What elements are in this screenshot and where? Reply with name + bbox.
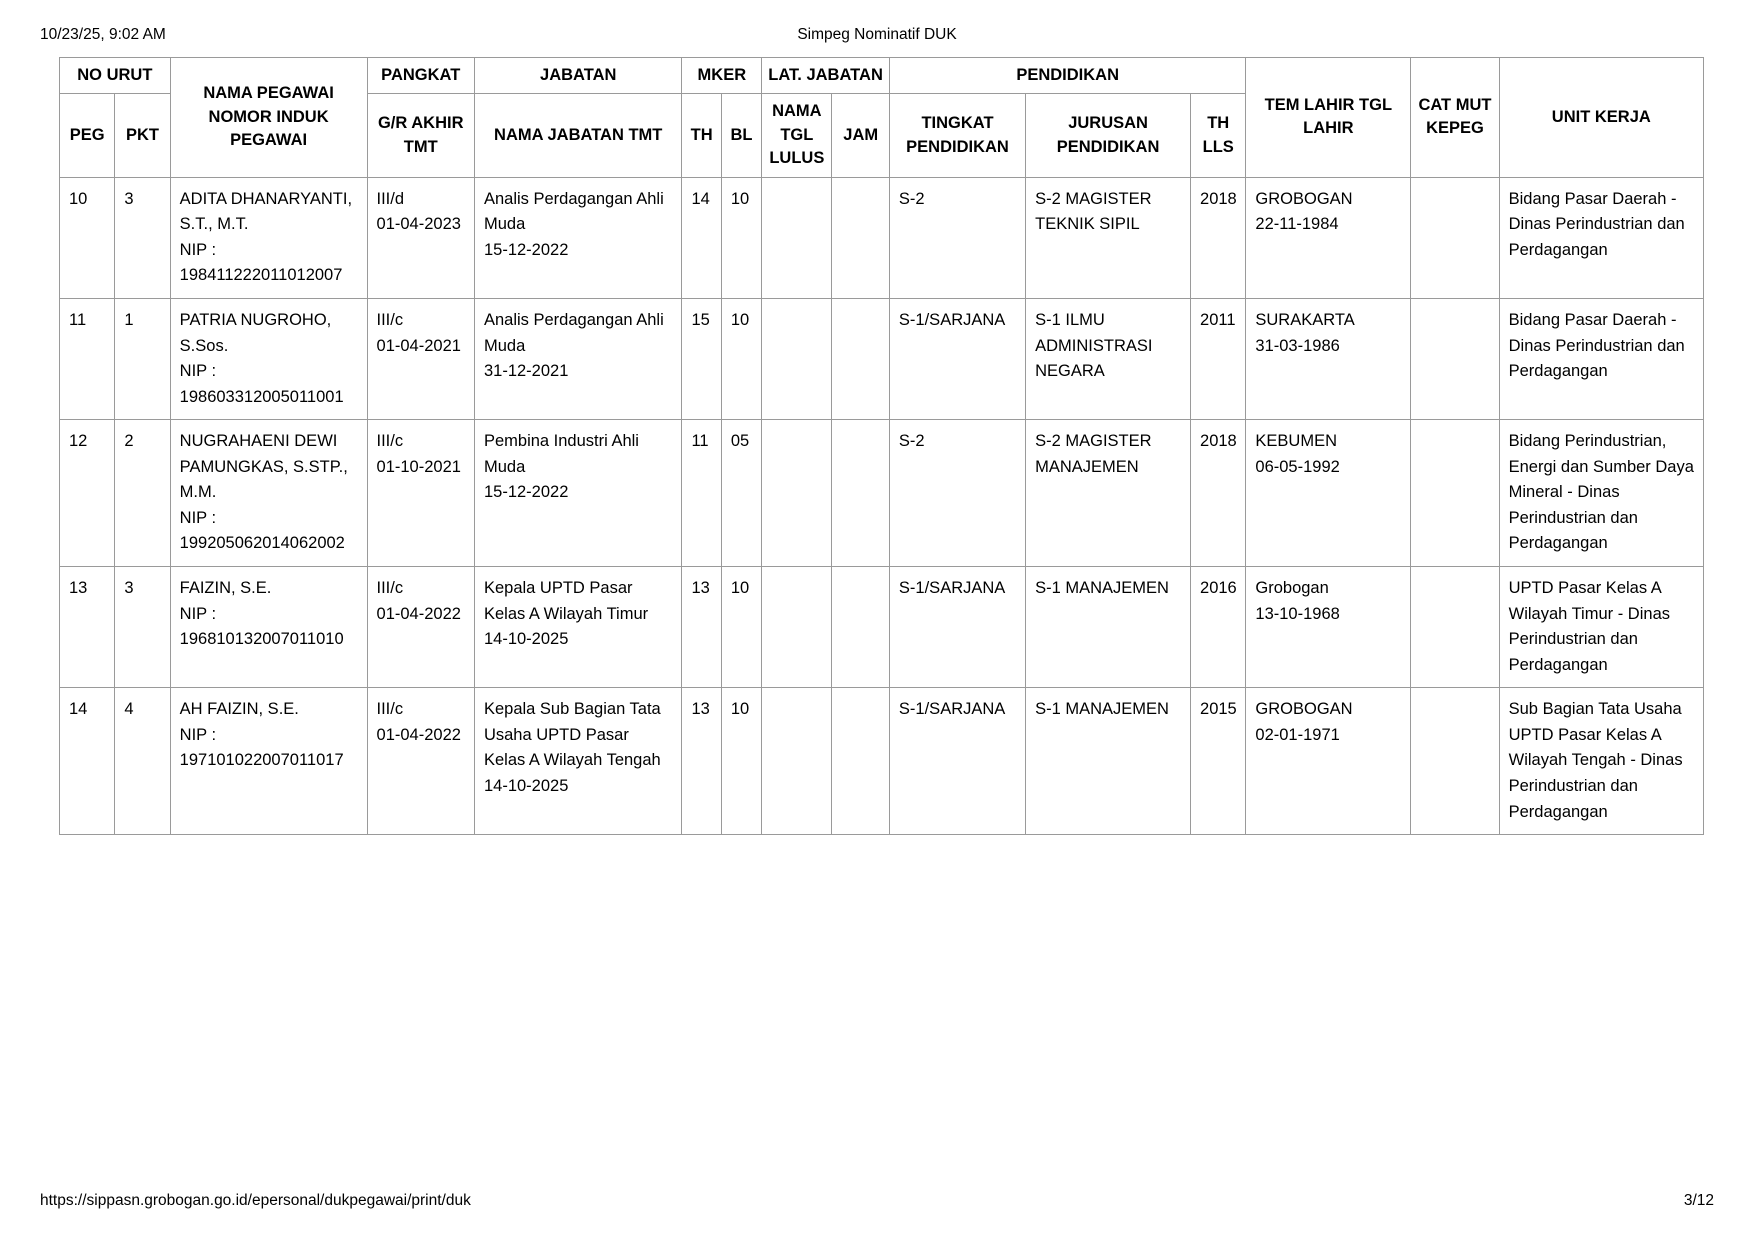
header-pangkat: PANGKAT xyxy=(367,58,474,94)
cell-nama-pegawai-line3: 197101022007011017 xyxy=(179,751,344,770)
cell-jurusan-pendidikan xyxy=(1026,420,1191,567)
cell-nama-pegawai-line1: PATRIA NUGROHO, S.Sos. xyxy=(179,310,332,355)
cell-pkt xyxy=(115,420,170,567)
cell-pangkat-line1: III/c xyxy=(376,579,404,597)
cell-tingkat-pendidikan-line1: S-1/SARJANA xyxy=(898,310,1006,329)
print-timestamp: 10/23/25, 9:02 AM xyxy=(40,26,166,43)
cell-tem-lahir-tgl-lahir-line2: 22-11-1984 xyxy=(1255,215,1339,234)
cell-tem-lahir-tgl-lahir xyxy=(1246,298,1411,419)
cell-pkt xyxy=(115,177,170,298)
cell-nama-pegawai-line3: 198411222011012007 xyxy=(179,266,343,285)
cell-unit-kerja-line1: Bidang Pasar Daerah - Dinas Perindustrian dan Perdagangan xyxy=(1508,189,1685,259)
cell-th-lls-line1: 2016 xyxy=(1200,579,1237,597)
page-header xyxy=(0,26,1754,48)
header-jurusan-pendidikan: JURUSAN PENDIDIKAN xyxy=(1026,94,1191,177)
cell-mker-th-line1: 14 xyxy=(691,189,710,208)
cell-mker-bl xyxy=(721,420,761,567)
cell-pangkat xyxy=(367,420,474,567)
header-nama-tgl-lulus: NAMA TGL LULUS xyxy=(762,94,832,177)
cell-lat-jam xyxy=(832,420,889,567)
cell-mker-th-line1: 11 xyxy=(691,432,709,451)
cell-tem-lahir-tgl-lahir xyxy=(1246,177,1411,298)
cell-cat-mut-kepeg xyxy=(1411,567,1499,688)
cell-unit-kerja xyxy=(1499,567,1703,688)
cell-th-lls-line1: 2015 xyxy=(1200,700,1237,719)
table-row xyxy=(60,420,1704,567)
cell-lat-jam xyxy=(832,567,889,688)
cell-pkt xyxy=(115,567,170,688)
cell-tem-lahir-tgl-lahir xyxy=(1246,688,1411,835)
header-jam: JAM xyxy=(832,94,889,177)
document-title: Simpeg Nominatif DUK xyxy=(797,26,957,43)
cell-jabatan-line2: 15-12-2022 xyxy=(483,240,569,259)
cell-jabatan-line1: Analis Perdagangan Ahli Muda xyxy=(483,189,664,234)
cell-unit-kerja-line1: Sub Bagian Tata Usaha UPTD Pasar Kelas A Wilayah Tengah - Dinas Perindustrian dan Perdagangan xyxy=(1508,700,1683,821)
cell-peg-line1: 11 xyxy=(69,310,87,329)
cell-mker-th-line1: 13 xyxy=(691,579,710,597)
cell-pangkat xyxy=(367,177,474,298)
cell-th-lls-line1: 2011 xyxy=(1200,310,1236,329)
cell-lat-nama-tgl-lulus xyxy=(762,420,832,567)
cell-peg-line1: 10 xyxy=(69,189,88,208)
cell-pkt-line1: 4 xyxy=(124,700,134,719)
header-tem-lahir-tgl-lahir: TEM LAHIR TGL LAHIR xyxy=(1246,58,1411,178)
cell-mker-th xyxy=(682,688,721,835)
table-row xyxy=(60,177,1704,298)
cell-tingkat-pendidikan-line1: S-1/SARJANA xyxy=(898,700,1006,719)
cell-cat-mut-kepeg xyxy=(1411,298,1499,419)
header-th-lls: TH LLS xyxy=(1191,94,1246,177)
cell-tingkat-pendidikan-line1: S-2 xyxy=(898,189,925,208)
table-row xyxy=(60,567,1704,688)
cell-tem-lahir-tgl-lahir-line1: SURAKARTA xyxy=(1255,310,1355,329)
cell-jabatan xyxy=(474,177,681,298)
cell-th-lls xyxy=(1191,567,1246,688)
cell-pangkat xyxy=(367,298,474,419)
cell-pangkat-line2: 01-04-2023 xyxy=(376,215,461,234)
header-unit-kerja: UNIT KERJA xyxy=(1499,58,1703,178)
header-no-urut: NO URUT xyxy=(60,58,171,94)
cell-tingkat-pendidikan-line1: S-1/SARJANA xyxy=(898,579,1006,597)
cell-mker-th xyxy=(682,567,721,688)
cell-lat-nama-tgl-lulus xyxy=(762,567,832,688)
cell-jabatan-line2: 14-10-2025 xyxy=(483,630,569,649)
cell-pangkat-line2: 01-10-2021 xyxy=(376,457,461,476)
header-nama-pegawai xyxy=(170,58,367,178)
cell-nama-pegawai-line1: FAIZIN, S.E. xyxy=(179,579,272,597)
cell-pangkat-line2: 01-04-2022 xyxy=(376,725,461,744)
cell-mker-bl-line1: 10 xyxy=(730,579,750,597)
cell-pkt xyxy=(115,688,170,835)
cell-nama-pegawai-line1: NUGRAHAENI DEWI PAMUNGKAS, S.STP., M.M. xyxy=(179,432,348,502)
cell-nama-pegawai-line3: 199205062014062002 xyxy=(179,534,345,553)
page-number: 3/12 xyxy=(1683,1192,1714,1209)
cell-mker-bl-line1: 10 xyxy=(730,700,750,719)
cell-tem-lahir-tgl-lahir-line1: GROBOGAN xyxy=(1255,700,1353,719)
cell-tem-lahir-tgl-lahir-line2: 31-03-1986 xyxy=(1255,336,1340,355)
table-body xyxy=(60,177,1704,834)
cell-unit-kerja xyxy=(1499,298,1703,419)
page-footer xyxy=(0,1192,1754,1214)
cell-mker-th-line1: 13 xyxy=(691,700,710,719)
cell-unit-kerja-line1: Bidang Perindustrian, Energi dan Sumber Daya Mineral - Dinas Perindustrian dan Perdagangan xyxy=(1508,432,1694,553)
cell-jurusan-pendidikan xyxy=(1026,688,1191,835)
cell-jurusan-pendidikan-line1: S-2 MAGISTER MANAJEMEN xyxy=(1035,432,1152,476)
cell-tem-lahir-tgl-lahir xyxy=(1246,567,1411,688)
cell-mker-bl xyxy=(721,298,761,419)
cell-nama-pegawai-line3: 196810132007011010 xyxy=(179,630,344,649)
cell-nama-pegawai-line2: NIP : xyxy=(179,362,217,381)
cell-lat-nama-tgl-lulus xyxy=(762,298,832,419)
cell-peg xyxy=(60,567,115,688)
duk-table xyxy=(59,57,1704,835)
cell-pangkat-line1: III/c xyxy=(376,432,404,451)
header-pkt: PKT xyxy=(115,94,170,177)
cell-lat-nama-tgl-lulus xyxy=(762,688,832,835)
header-nama-pegawai-line2: NOMOR INDUK PEGAWAI xyxy=(208,107,329,150)
header-gr-akhir-tmt: G/R AKHIR TMT xyxy=(367,94,474,177)
source-url: https://sippasn.grobogan.go.id/epersonal/dukpegawai/print/duk xyxy=(40,1192,471,1209)
cell-tem-lahir-tgl-lahir-line1: GROBOGAN xyxy=(1255,189,1353,208)
cell-nama-pegawai-line2: NIP : xyxy=(179,508,217,527)
cell-peg-line1: 13 xyxy=(69,579,88,597)
cell-nama-pegawai-line3: 198603312005011001 xyxy=(179,387,344,406)
cell-jabatan-line1: Kepala UPTD Pasar Kelas A Wilayah Timur xyxy=(483,579,649,623)
cell-unit-kerja xyxy=(1499,420,1703,567)
cell-th-lls xyxy=(1191,688,1246,835)
header-jabatan: JABATAN xyxy=(474,58,681,94)
cell-nama-pegawai xyxy=(170,567,367,688)
cell-mker-bl xyxy=(721,567,761,688)
cell-lat-jam xyxy=(832,177,889,298)
cell-tem-lahir-tgl-lahir-line2: 13-10-1968 xyxy=(1255,604,1340,623)
cell-unit-kerja xyxy=(1499,177,1703,298)
header-nama-jabatan-tmt: NAMA JABATAN TMT xyxy=(474,94,681,177)
header-mker-bl: BL xyxy=(721,94,761,177)
cell-tingkat-pendidikan xyxy=(889,298,1025,419)
cell-jabatan xyxy=(474,298,681,419)
header-mker: MKER xyxy=(682,58,762,94)
cell-tem-lahir-tgl-lahir-line1: KEBUMEN xyxy=(1255,432,1337,451)
header-pendidikan: PENDIDIKAN xyxy=(889,58,1245,94)
cell-jabatan-line2: 15-12-2022 xyxy=(483,483,569,502)
cell-nama-pegawai xyxy=(170,420,367,567)
cell-mker-bl-line1: 10 xyxy=(730,310,750,329)
cell-pangkat-line1: III/d xyxy=(376,189,405,208)
cell-nama-pegawai xyxy=(170,298,367,419)
cell-th-lls-line1: 2018 xyxy=(1200,189,1237,208)
cell-pkt-line1: 3 xyxy=(124,579,134,597)
cell-tingkat-pendidikan xyxy=(889,420,1025,567)
cell-jabatan-line1: Analis Perdagangan Ahli Muda xyxy=(483,310,664,355)
cell-tingkat-pendidikan-line1: S-2 xyxy=(898,432,925,451)
cell-mker-th xyxy=(682,420,721,567)
cell-pkt xyxy=(115,298,170,419)
header-peg: PEG xyxy=(60,94,115,177)
cell-tingkat-pendidikan xyxy=(889,177,1025,298)
cell-pkt-line1: 3 xyxy=(124,189,134,208)
cell-lat-nama-tgl-lulus xyxy=(762,177,832,298)
cell-cat-mut-kepeg xyxy=(1411,420,1499,567)
cell-cat-mut-kepeg xyxy=(1411,688,1499,835)
cell-pangkat-line2: 01-04-2022 xyxy=(376,604,461,623)
cell-nama-pegawai xyxy=(170,177,367,298)
duk-table-container xyxy=(59,57,1704,835)
cell-pangkat-line1: III/c xyxy=(376,310,404,329)
cell-th-lls xyxy=(1191,298,1246,419)
cell-unit-kerja-line1: Bidang Pasar Daerah - Dinas Perindustrian dan Perdagangan xyxy=(1508,310,1685,381)
cell-jurusan-pendidikan-line1: S-1 ILMU ADMINISTRASI NEGARA xyxy=(1035,310,1153,381)
cell-lat-jam xyxy=(832,688,889,835)
cell-peg-line1: 14 xyxy=(69,700,88,719)
cell-lat-jam xyxy=(832,298,889,419)
cell-th-lls xyxy=(1191,177,1246,298)
cell-jabatan-line2: 31-12-2021 xyxy=(483,362,569,381)
cell-cat-mut-kepeg xyxy=(1411,177,1499,298)
cell-mker-th xyxy=(682,298,721,419)
cell-nama-pegawai-line2: NIP : xyxy=(179,725,217,744)
cell-peg xyxy=(60,177,115,298)
cell-mker-bl-line1: 05 xyxy=(730,432,750,451)
cell-tem-lahir-tgl-lahir xyxy=(1246,420,1411,567)
cell-jurusan-pendidikan xyxy=(1026,177,1191,298)
header-tingkat-pendidikan: TINGKAT PENDIDIKAN xyxy=(889,94,1025,177)
cell-nama-pegawai-line2: NIP : xyxy=(179,240,217,259)
cell-pkt-line1: 1 xyxy=(124,310,134,329)
cell-peg xyxy=(60,298,115,419)
cell-mker-th-line1: 15 xyxy=(691,310,710,329)
cell-tingkat-pendidikan xyxy=(889,688,1025,835)
cell-jurusan-pendidikan xyxy=(1026,298,1191,419)
header-mker-th: TH xyxy=(682,94,721,177)
cell-jurusan-pendidikan-line1: S-1 MANAJEMEN xyxy=(1035,700,1169,719)
cell-peg xyxy=(60,688,115,835)
cell-jabatan xyxy=(474,688,681,835)
cell-pangkat xyxy=(367,567,474,688)
cell-th-lls xyxy=(1191,420,1246,567)
cell-tingkat-pendidikan xyxy=(889,567,1025,688)
cell-nama-pegawai-line2: NIP : xyxy=(179,604,217,623)
cell-unit-kerja-line1: UPTD Pasar Kelas A Wilayah Timur - Dinas Perindustrian dan Perdagangan xyxy=(1508,579,1670,674)
table-row xyxy=(60,688,1704,835)
cell-pangkat xyxy=(367,688,474,835)
cell-tem-lahir-tgl-lahir-line2: 02-01-1971 xyxy=(1255,725,1340,744)
cell-mker-th xyxy=(682,177,721,298)
cell-jurusan-pendidikan-line1: S-2 MAGISTER TEKNIK SIPIL xyxy=(1035,189,1152,234)
cell-jurusan-pendidikan xyxy=(1026,567,1191,688)
header-cat-mut-kepeg: CAT MUT KEPEG xyxy=(1411,58,1499,178)
header-row-top xyxy=(60,58,1704,94)
cell-jabatan-line2: 14-10-2025 xyxy=(483,776,569,795)
cell-mker-bl xyxy=(721,177,761,298)
cell-jabatan-line1: Pembina Industri Ahli Muda xyxy=(483,432,639,476)
cell-pangkat-line1: III/c xyxy=(376,700,404,719)
cell-pkt-line1: 2 xyxy=(124,432,134,451)
table-row xyxy=(60,298,1704,419)
cell-mker-bl-line1: 10 xyxy=(730,189,750,208)
cell-tem-lahir-tgl-lahir-line2: 06-05-1992 xyxy=(1255,457,1340,476)
header-nama-pegawai-line1: NAMA PEGAWAI xyxy=(203,84,334,103)
header-lat-jabatan: LAT. JABATAN xyxy=(762,58,890,94)
cell-th-lls-line1: 2018 xyxy=(1200,432,1237,451)
cell-nama-pegawai-line1: ADITA DHANARYANTI, S.T., M.T. xyxy=(179,189,353,234)
cell-jabatan xyxy=(474,567,681,688)
cell-tem-lahir-tgl-lahir-line1: Grobogan xyxy=(1255,579,1329,597)
cell-jabatan-line1: Kepala Sub Bagian Tata Usaha UPTD Pasar Kelas A Wilayah Tengah xyxy=(483,700,661,770)
cell-mker-bl xyxy=(721,688,761,835)
cell-peg-line1: 12 xyxy=(69,432,88,451)
cell-peg xyxy=(60,420,115,567)
cell-nama-pegawai xyxy=(170,688,367,835)
cell-jabatan xyxy=(474,420,681,567)
table-header xyxy=(60,58,1704,178)
cell-unit-kerja xyxy=(1499,688,1703,835)
cell-jurusan-pendidikan-line1: S-1 MANAJEMEN xyxy=(1035,579,1169,597)
cell-pangkat-line2: 01-04-2021 xyxy=(376,336,461,355)
cell-nama-pegawai-line1: AH FAIZIN, S.E. xyxy=(179,700,299,719)
